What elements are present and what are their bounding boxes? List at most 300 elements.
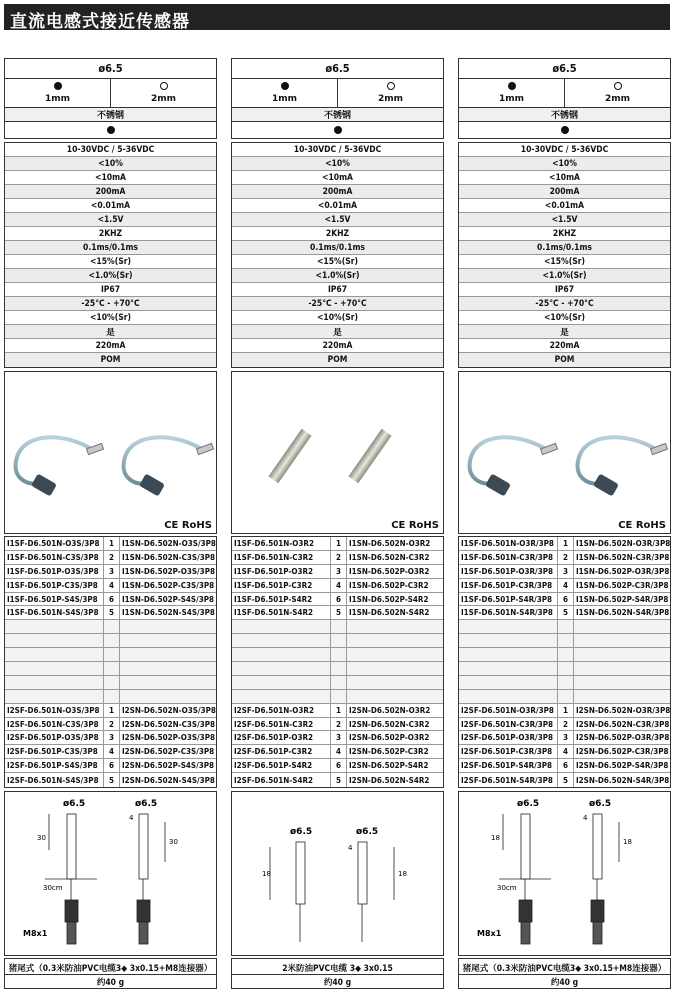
model-npn-code — [232, 634, 331, 647]
table-row — [5, 634, 216, 648]
model-pnp-code — [120, 676, 216, 689]
spec-row: IP67 — [232, 283, 443, 297]
product-photo — [4, 371, 217, 534]
cable-length-dim: 30cm — [497, 884, 517, 893]
model-pnp-code: I1SN-D6.502P-S4R2 — [349, 594, 429, 604]
wiring-number: 6 — [558, 593, 574, 606]
spec-row: <10% — [459, 157, 670, 171]
pigtail-sensor-photo — [459, 372, 670, 512]
spec-row: 是 — [459, 325, 670, 339]
model-pnp-code: I2SN-D6.502P-O3R/3P8 — [576, 733, 670, 743]
spec-row: 是 — [232, 325, 443, 339]
table-row — [459, 731, 670, 745]
spec-row: <10mA — [232, 171, 443, 185]
model-npn-code: I2SF-D6.501N-O3S/3P8 — [5, 704, 104, 717]
product-column — [231, 58, 444, 989]
model-pnp-code: I2SN-D6.502P-S4S/3P8 — [122, 761, 215, 771]
connection-type: 2米防油PVC电缆 3◆ 3x0.15 — [232, 961, 443, 975]
wiring-number: 6 — [104, 759, 120, 772]
model-pnp-code: I2SN-D6.502P-C3R/3P8 — [576, 747, 669, 757]
model-pnp-code: I2SN-D6.502N-C3R2 — [349, 719, 430, 729]
table-row — [459, 606, 670, 620]
model-npn-code: I1SF-D6.501P-S4R/3P8 — [459, 593, 558, 606]
spec-row: <1.5V — [459, 213, 670, 227]
table-row — [459, 537, 670, 551]
material-label: 不锈钢 — [5, 107, 216, 121]
model-npn-code — [5, 676, 104, 689]
model-npn-code — [459, 634, 558, 647]
spec-row: POM — [5, 353, 216, 367]
model-pnp-code: I1SN-D6.502N-C3S/3P8 — [122, 552, 216, 562]
wiring-number — [331, 662, 347, 675]
model-npn-code: I1SF-D6.501N-S4R2 — [232, 606, 331, 619]
spec-row: 200mA — [5, 185, 216, 199]
option-nonflush: 2mm — [564, 79, 670, 107]
wiring-number — [558, 634, 574, 647]
spec-table — [4, 142, 217, 368]
table-row — [459, 690, 670, 704]
table-row — [232, 662, 443, 676]
model-pnp-code: I1SN-D6.502P-S4R/3P8 — [576, 594, 669, 604]
wiring-number — [331, 620, 347, 633]
wiring-number: 2 — [558, 718, 574, 731]
model-npn-code: I2SF-D6.501P-O3R2 — [232, 731, 331, 744]
offset-dim: 4 — [348, 844, 353, 853]
model-pnp-code: I1SN-D6.502N-C3R/3P8 — [576, 552, 670, 562]
model-npn-code: I1SF-D6.501N-O3S/3P8 — [5, 537, 104, 550]
table-row — [459, 648, 670, 662]
table-row — [232, 620, 443, 634]
spec-row: <10% — [5, 157, 216, 171]
material-mark — [232, 121, 443, 138]
model-pnp-code: I2SN-D6.502N-C3S/3P8 — [122, 719, 216, 729]
model-pnp-code: I1SN-D6.502N-S4R/3P8 — [576, 608, 670, 618]
table-row — [459, 551, 670, 565]
model-npn-code: I1SF-D6.501N-C3S/3P8 — [5, 551, 104, 564]
model-npn-code: I2SF-D6.501N-S4S/3P8 — [5, 773, 104, 787]
table-row — [5, 676, 216, 690]
table-row — [232, 773, 443, 787]
model-npn-code: I1SF-D6.501N-S4S/3P8 — [5, 606, 104, 619]
pigtail-dimension-svg — [5, 792, 216, 955]
length-dim-right: 18 — [398, 870, 407, 879]
sensing-distance-row — [459, 78, 670, 107]
model-npn-code: I2SF-D6.501N-S4R/3P8 — [459, 773, 558, 787]
model-pnp-code: I1SN-D6.502N-S4R2 — [349, 608, 430, 618]
wiring-number: 4 — [558, 579, 574, 592]
model-npn-code — [459, 648, 558, 661]
spec-row: <0.01mA — [459, 199, 670, 213]
spec-row: <10mA — [459, 171, 670, 185]
model-npn-code: I1SF-D6.501P-O3R2 — [232, 565, 331, 578]
wiring-number — [104, 634, 120, 647]
cable-sensor-photo — [232, 372, 443, 512]
model-npn-code — [5, 634, 104, 647]
model-pnp-code — [347, 690, 443, 703]
spec-row: <15%(Sr) — [232, 255, 443, 269]
cable-dimension-svg — [232, 792, 443, 955]
header-box — [231, 58, 444, 139]
table-row — [5, 620, 216, 634]
table-row — [232, 745, 443, 759]
option-nonflush: 2mm — [110, 79, 216, 107]
table-row — [5, 662, 216, 676]
wiring-number: 1 — [331, 704, 347, 717]
diameter-dim-left: ø6.5 — [290, 827, 313, 838]
model-pnp-code: I2SN-D6.502P-S4R2 — [349, 761, 429, 771]
wiring-number: 1 — [558, 704, 574, 717]
wiring-number — [558, 676, 574, 689]
model-pnp-code — [120, 634, 216, 647]
table-row — [5, 704, 216, 718]
spec-row: <1.5V — [5, 213, 216, 227]
cable-length-dim: 30cm — [43, 884, 63, 893]
wiring-number: 6 — [331, 593, 347, 606]
filled-dot-icon — [561, 126, 569, 134]
model-pnp-code — [120, 648, 216, 661]
wiring-number — [104, 662, 120, 675]
filled-dot-icon — [334, 126, 342, 134]
connection-type: 猪尾式（0.3米防油PVC电缆3◆ 3x0.15+M8连接器） — [5, 961, 216, 975]
table-row — [232, 718, 443, 732]
model-pnp-code: I2SN-D6.502P-O3S/3P8 — [122, 733, 215, 743]
model-npn-code: I2SF-D6.501P-S4R2 — [232, 759, 331, 772]
model-npn-code: I1SF-D6.501P-O3R/3P8 — [459, 565, 558, 578]
connector-label: M8x1 — [477, 929, 502, 939]
footer-box — [458, 958, 671, 989]
spec-row: <1.0%(Sr) — [459, 269, 670, 283]
model-pnp-code: I2SN-D6.502P-C3R2 — [349, 747, 429, 757]
wiring-number: 6 — [331, 759, 347, 772]
wiring-number: 6 — [104, 593, 120, 606]
product-photo — [231, 371, 444, 534]
table-row — [459, 662, 670, 676]
spec-row: 0.1ms/0.1ms — [459, 241, 670, 255]
model-pnp-code — [574, 620, 670, 633]
sensing-distance-row — [5, 78, 216, 107]
model-npn-code: I2SF-D6.501N-O3R/3P8 — [459, 704, 558, 717]
table-row — [5, 648, 216, 662]
model-npn-code — [5, 648, 104, 661]
table-row — [232, 731, 443, 745]
hollow-dot-icon — [387, 82, 395, 90]
model-pnp-code: I2SN-D6.502P-O3R2 — [349, 733, 430, 743]
wiring-number: 4 — [558, 745, 574, 758]
cert-mark: CE RoHS — [164, 520, 212, 531]
model-pnp-code: I1SN-D6.502P-C3S/3P8 — [122, 580, 215, 590]
spec-table — [231, 142, 444, 368]
wiring-number: 3 — [331, 565, 347, 578]
model-pnp-code — [347, 620, 443, 633]
table-row — [232, 551, 443, 565]
length-dim-right: 18 — [623, 838, 632, 847]
weight-label: 约40 g — [323, 977, 352, 988]
spec-row: 220mA — [232, 339, 443, 353]
model-pnp-code: I2SN-D6.502N-S4R2 — [349, 775, 430, 785]
model-npn-code: I2SF-D6.501P-S4S/3P8 — [5, 759, 104, 772]
spec-row: <1.0%(Sr) — [5, 269, 216, 283]
table-row — [232, 593, 443, 607]
table-row — [5, 690, 216, 704]
spec-row: <0.01mA — [232, 199, 443, 213]
wiring-number — [558, 662, 574, 675]
model-pnp-code — [120, 662, 216, 675]
diameter-label: ø6.5 — [552, 62, 577, 75]
model-npn-code: I1SF-D6.501N-O3R/3P8 — [459, 537, 558, 550]
model-pnp-code — [574, 662, 670, 675]
spec-row: <15%(Sr) — [459, 255, 670, 269]
model-pnp-code: I1SN-D6.502P-O3R2 — [349, 566, 430, 576]
hollow-dot-icon — [160, 82, 168, 90]
offset-dim: 4 — [583, 814, 588, 823]
model-pnp-code: I2SN-D6.502N-O3R/3P8 — [576, 705, 670, 715]
weight-label: 约40 g — [550, 977, 579, 988]
spec-row: <10%(Sr) — [5, 311, 216, 325]
length-dim-left: 18 — [491, 834, 500, 843]
model-pnp-code — [347, 676, 443, 689]
footer-box — [4, 958, 217, 989]
model-npn-code — [232, 648, 331, 661]
model-pnp-code: I2SN-D6.502P-S4R/3P8 — [576, 761, 669, 771]
option-nonflush: 2mm — [337, 79, 443, 107]
offset-dim: 4 — [129, 814, 134, 823]
filled-dot-icon — [281, 82, 289, 90]
model-pnp-code: I1SN-D6.502P-C3R2 — [349, 580, 429, 590]
model-npn-code: I1SF-D6.501P-C3R/3P8 — [459, 579, 558, 592]
table-row — [232, 634, 443, 648]
length-dim-right: 30 — [169, 838, 178, 847]
model-pnp-code: I2SN-D6.502N-O3S/3P8 — [122, 705, 216, 715]
model-npn-code — [232, 662, 331, 675]
model-npn-code: I1SF-D6.501P-C3S/3P8 — [5, 579, 104, 592]
wiring-number — [104, 676, 120, 689]
spec-row: <0.01mA — [5, 199, 216, 213]
spec-row: -25°C - +70°C — [5, 297, 216, 311]
spec-row: 2KHZ — [459, 227, 670, 241]
table-row — [459, 620, 670, 634]
table-row — [232, 690, 443, 704]
model-pnp-code — [347, 634, 443, 647]
spec-row: 是 — [5, 325, 216, 339]
model-npn-code: I1SF-D6.501P-S4S/3P8 — [5, 593, 104, 606]
table-row — [5, 593, 216, 607]
diameter-dim-left: ø6.5 — [63, 799, 86, 810]
connector-label: M8x1 — [23, 929, 48, 939]
wiring-number: 2 — [104, 718, 120, 731]
model-pnp-code: I1SN-D6.502N-S4S/3P8 — [122, 608, 215, 618]
spec-row: 2KHZ — [232, 227, 443, 241]
wiring-number — [104, 690, 120, 703]
wiring-number: 2 — [104, 551, 120, 564]
diameter-dim-right: ø6.5 — [356, 827, 379, 838]
model-pnp-code: I2SN-D6.502N-C3R/3P8 — [576, 719, 670, 729]
weight-label: 约40 g — [96, 977, 125, 988]
model-npn-code — [459, 690, 558, 703]
model-npn-code — [232, 620, 331, 633]
diameter-dim-right: ø6.5 — [589, 799, 612, 810]
wiring-number: 5 — [558, 773, 574, 787]
wiring-number — [558, 648, 574, 661]
spec-row: <10% — [232, 157, 443, 171]
spec-row: POM — [232, 353, 443, 367]
model-pnp-code — [574, 648, 670, 661]
table-row — [232, 579, 443, 593]
diameter-dim-right: ø6.5 — [135, 799, 158, 810]
wiring-number: 4 — [104, 579, 120, 592]
model-npn-code — [459, 662, 558, 675]
table-row — [5, 606, 216, 620]
diameter-dim-left: ø6.5 — [517, 799, 540, 810]
model-pnp-code: I1SN-D6.502N-O3R2 — [349, 538, 431, 548]
wiring-number: 3 — [558, 731, 574, 744]
spec-row: 0.1ms/0.1ms — [5, 241, 216, 255]
model-npn-code — [5, 662, 104, 675]
model-pnp-code — [120, 690, 216, 703]
model-npn-code: I2SF-D6.501P-O3S/3P8 — [5, 731, 104, 744]
table-row — [459, 565, 670, 579]
model-npn-code: I2SF-D6.501P-S4R/3P8 — [459, 759, 558, 772]
model-npn-code — [232, 676, 331, 689]
dimension-drawing — [231, 791, 444, 956]
spec-row: 2KHZ — [5, 227, 216, 241]
model-npn-code: I1SF-D6.501N-S4R/3P8 — [459, 606, 558, 619]
wiring-number — [558, 620, 574, 633]
wiring-number: 3 — [331, 731, 347, 744]
spec-row: <1.5V — [232, 213, 443, 227]
table-row — [459, 718, 670, 732]
model-npn-code: I2SF-D6.501N-O3R2 — [232, 704, 331, 717]
wiring-number: 3 — [558, 565, 574, 578]
wiring-number: 6 — [558, 759, 574, 772]
model-npn-code: I2SF-D6.501N-C3R2 — [232, 718, 331, 731]
table-row — [5, 579, 216, 593]
option-flush: 1mm — [5, 79, 110, 107]
wiring-number: 5 — [558, 606, 574, 619]
spec-row: 10-30VDC / 5-36VDC — [232, 143, 443, 157]
wiring-number: 1 — [558, 537, 574, 550]
wiring-number — [331, 676, 347, 689]
table-row — [5, 551, 216, 565]
table-row — [232, 704, 443, 718]
product-column — [458, 58, 671, 989]
table-row — [5, 773, 216, 787]
model-npn-code — [459, 676, 558, 689]
wiring-number: 4 — [331, 745, 347, 758]
spec-row: <10%(Sr) — [459, 311, 670, 325]
model-pnp-code: I2SN-D6.502N-S4S/3P8 — [122, 775, 215, 785]
wiring-number: 1 — [331, 537, 347, 550]
wiring-number: 1 — [104, 704, 120, 717]
sensing-distance-row — [232, 78, 443, 107]
spec-row: 10-30VDC / 5-36VDC — [5, 143, 216, 157]
dimension-drawing — [4, 791, 217, 956]
model-pnp-code: I1SN-D6.502P-O3S/3P8 — [122, 566, 215, 576]
spec-row: <15%(Sr) — [5, 255, 216, 269]
wiring-number: 2 — [331, 551, 347, 564]
hollow-dot-icon — [614, 82, 622, 90]
spec-row: 220mA — [459, 339, 670, 353]
spec-row: POM — [459, 353, 670, 367]
model-pnp-code: I1SN-D6.502N-O3R/3P8 — [576, 538, 670, 548]
wiring-number — [104, 648, 120, 661]
table-row — [5, 537, 216, 551]
table-row — [459, 773, 670, 787]
material-label: 不锈钢 — [232, 107, 443, 121]
spec-row: 200mA — [459, 185, 670, 199]
model-npn-code — [5, 620, 104, 633]
model-npn-code: I2SF-D6.501N-C3R/3P8 — [459, 718, 558, 731]
spec-row: <10mA — [5, 171, 216, 185]
spec-row: -25°C - +70°C — [232, 297, 443, 311]
table-row — [232, 648, 443, 662]
pigtail-sensor-photo — [5, 372, 216, 512]
material-mark — [459, 121, 670, 138]
table-row — [232, 759, 443, 773]
model-pnp-code: I1SN-D6.502P-C3R/3P8 — [576, 580, 669, 590]
model-pnp-code — [347, 662, 443, 675]
model-npn-code: I1SF-D6.501N-O3R2 — [232, 537, 331, 550]
model-pnp-code: I1SN-D6.502N-O3S/3P8 — [122, 538, 216, 548]
model-npn-code — [5, 690, 104, 703]
table-row — [459, 579, 670, 593]
model-npn-code — [232, 690, 331, 703]
filled-dot-icon — [107, 126, 115, 134]
model-pnp-code: I2SN-D6.502P-C3S/3P8 — [122, 747, 215, 757]
model-npn-code: I2SF-D6.501P-O3R/3P8 — [459, 731, 558, 744]
table-row — [5, 565, 216, 579]
model-npn-code: I1SF-D6.501N-C3R/3P8 — [459, 551, 558, 564]
model-npn-code: I2SF-D6.501P-C3S/3P8 — [5, 745, 104, 758]
spec-row: <10%(Sr) — [232, 311, 443, 325]
model-npn-code: I1SF-D6.501P-S4R2 — [232, 593, 331, 606]
model-npn-code — [459, 620, 558, 633]
spec-row: 200mA — [232, 185, 443, 199]
material-label: 不锈钢 — [459, 107, 670, 121]
model-npn-code: I2SF-D6.501P-C3R/3P8 — [459, 745, 558, 758]
wiring-number — [558, 690, 574, 703]
diameter-label: ø6.5 — [98, 62, 123, 75]
model-pnp-code: I1SN-D6.502N-C3R2 — [349, 552, 430, 562]
model-table — [231, 536, 444, 788]
spec-row: 10-30VDC / 5-36VDC — [459, 143, 670, 157]
table-row — [5, 745, 216, 759]
model-pnp-code: I1SN-D6.502P-O3R/3P8 — [576, 566, 670, 576]
model-npn-code: I2SF-D6.501N-C3S/3P8 — [5, 718, 104, 731]
connection-type: 猪尾式（0.3米防油PVC电缆3◆ 3x0.15+M8连接器） — [459, 961, 670, 975]
wiring-number — [331, 634, 347, 647]
wiring-number: 5 — [331, 606, 347, 619]
wiring-number: 2 — [331, 718, 347, 731]
material-mark — [5, 121, 216, 138]
model-pnp-code: I2SN-D6.502N-O3R2 — [349, 705, 431, 715]
option-flush: 1mm — [232, 79, 337, 107]
wiring-number: 3 — [104, 731, 120, 744]
pigtail-dimension-svg — [459, 792, 670, 955]
table-row — [5, 718, 216, 732]
spec-row: IP67 — [5, 283, 216, 297]
spec-table — [458, 142, 671, 368]
model-pnp-code — [574, 634, 670, 647]
table-row — [232, 606, 443, 620]
spec-row: 0.1ms/0.1ms — [232, 241, 443, 255]
model-pnp-code: I2SN-D6.502N-S4R/3P8 — [576, 775, 670, 785]
model-npn-code: I2SF-D6.501N-S4R2 — [232, 773, 331, 787]
page-title: 直流电感式接近传感器 — [4, 4, 670, 30]
model-pnp-code — [347, 648, 443, 661]
table-row — [459, 759, 670, 773]
spec-row: <1.0%(Sr) — [232, 269, 443, 283]
diameter-label: ø6.5 — [325, 62, 350, 75]
